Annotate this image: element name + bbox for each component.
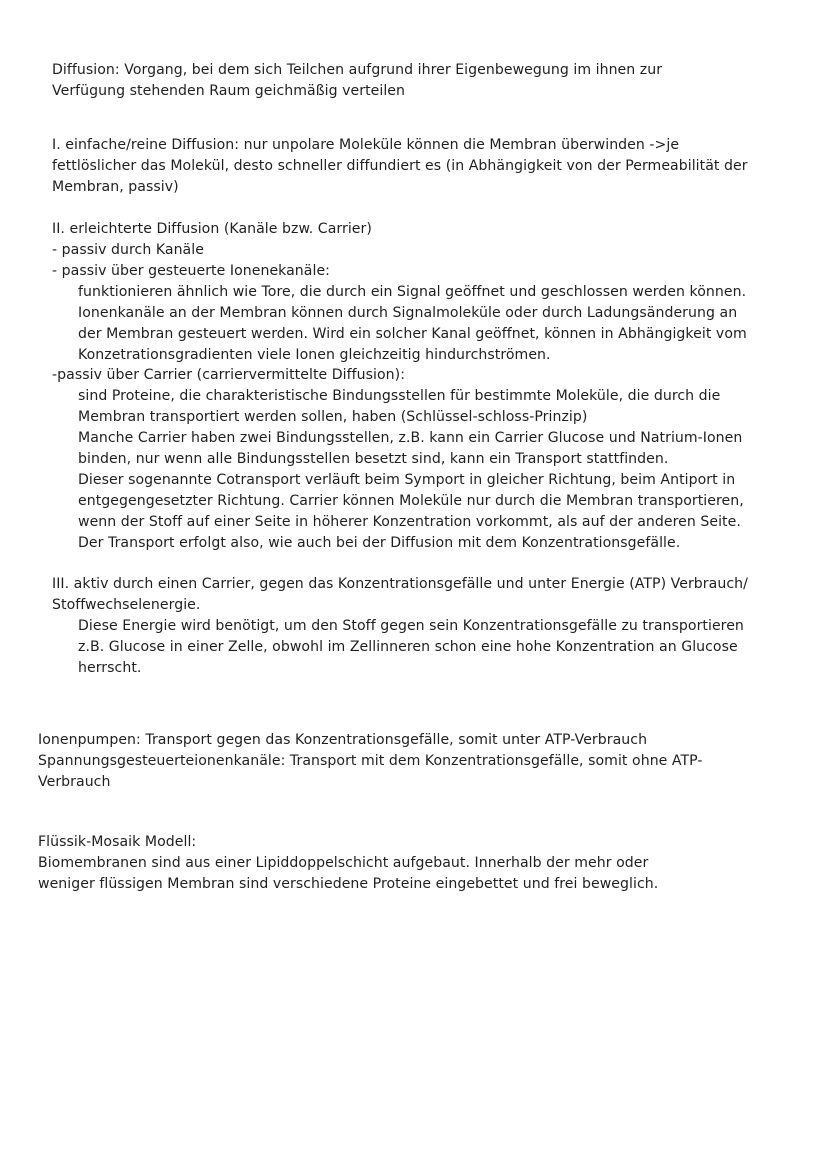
section-heading: II. erleichterte Diffusion (Kanäle bzw. Carrier) — [52, 221, 372, 237]
text-line: Diese Energie wird benötigt, um den Stoff gegen sein Konzentrationsgefälle zu transportieren — [78, 618, 744, 634]
text-line: sind Proteine, die charakteristische Bindungsstellen für bestimmte Moleküle, die durch die — [78, 388, 721, 404]
text-line: I. einfache/reine Diffusion: nur unpolare Moleküle können die Membran überwinden ->je — [52, 137, 680, 153]
text-line: Der Transport erfolgt also, wie auch bei der Diffusion mit dem Konzentrationsgefälle. — [78, 535, 681, 551]
list-item: - passiv durch Kanäle — [52, 242, 204, 258]
text-line: Ionenkanäle an der Membran können durch Signalmoleküle oder durch Ladungsänderung an — [78, 305, 738, 321]
text-line: Verbrauch — [38, 774, 111, 790]
text-line: Dieser sogenannte Cotransport verläuft beim Symport in gleicher Richtung, beim Antiport in — [78, 472, 736, 488]
section-heading: Flüssik-Mosaik Modell: — [38, 834, 197, 850]
text-line: Membran transportiert werden sollen, haben (Schlüssel-schloss-Prinzip) — [78, 409, 588, 425]
list-item: -passiv über Carrier (carriervermittelte Diffusion): — [52, 367, 406, 383]
text-line: Spannungsgesteuerteionenkanäle: Transport mit dem Konzentrationsgefälle, somit ohne ATP- — [38, 753, 703, 769]
text-line: Manche Carrier haben zwei Bindungsstellen, z.B. kann ein Carrier Glucose und Natrium-Ionen — [78, 430, 743, 446]
text-line: wenn der Stoff auf einer Seite in höherer Konzentration vorkommt, als auf der anderen Seite. — [78, 514, 741, 530]
text-line: funktionieren ähnlich wie Tore, die durch ein Signal geöffnet und geschlossen werden können. — [78, 284, 747, 300]
text-line: fettlöslicher das Molekül, desto schneller diffundiert es (in Abhängigkeit von der Permeabilität der — [52, 158, 748, 174]
text-line: entgegengesetzter Richtung. Carrier können Moleküle nur durch die Membran transportieren, — [78, 493, 744, 509]
text-line: Membran, passiv) — [52, 179, 179, 195]
text-line: III. aktiv durch einen Carrier, gegen das Konzentrationsgefälle und unter Energie (ATP) Verbrauch/ — [52, 576, 748, 592]
text-line: Ionenpumpen: Transport gegen das Konzentrationsgefälle, somit unter ATP-Verbrauch — [38, 732, 648, 748]
text-line: Konzetrationsgradienten viele Ionen gleichzeitig hindurchströmen. — [78, 347, 551, 363]
text-line: weniger flüssigen Membran sind verschiedene Proteine eingebettet und frei beweglich. — [38, 876, 659, 892]
text-line: Stoffwechselenergie. — [52, 597, 201, 613]
list-item: - passiv über gesteuerte Ionenekanäle: — [52, 263, 330, 279]
text-line: Diffusion: Vorgang, bei dem sich Teilchen aufgrund ihrer Eigenbewegung im ihnen zur — [52, 62, 663, 78]
text-line: Verfügung stehenden Raum geichmäßig verteilen — [52, 83, 405, 99]
text-line: z.B. Glucose in einer Zelle, obwohl im Zellinneren schon eine hohe Konzentration an Glucose — [78, 639, 738, 655]
text-line: der Membran gesteuert werden. Wird ein solcher Kanal geöffnet, können in Abhängigkeit vom — [78, 326, 747, 342]
text-line: binden, nur wenn alle Bindungsstellen besetzt sind, kann ein Transport stattfinden. — [78, 451, 669, 467]
text-line: Biomembranen sind aus einer Lipiddoppelschicht aufgebaut. Innerhalb der mehr oder — [38, 855, 649, 871]
text-line: herrscht. — [78, 660, 142, 676]
